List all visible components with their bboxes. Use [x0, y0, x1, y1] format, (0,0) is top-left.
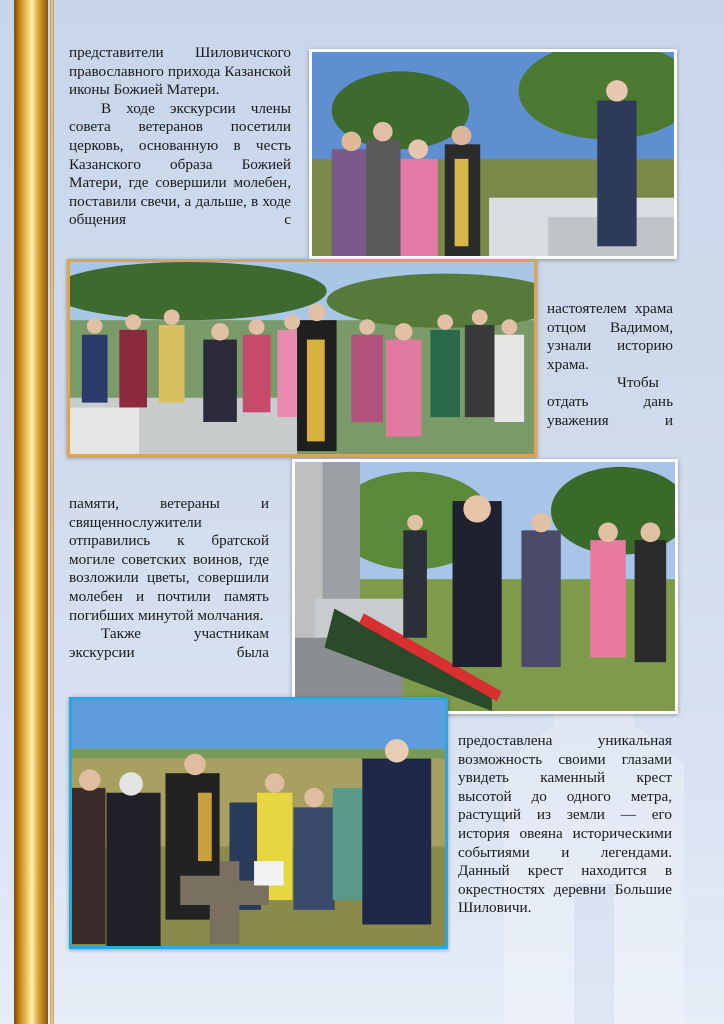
paragraph-2: В ходе экскурсии члены совета ветеранов посетили церковь, основанную в честь Казанского образа Божией Матери, где совершили молебен, поставили свечи, а дальше, в ходе общения с — [69, 99, 291, 229]
paragraph-1: представители Шиловичского православного прихода Казанской иконы Божией Матери. — [69, 44, 291, 99]
paragraph-5: памяти, ветераны и священнослужители отправились к братской могиле советских воинов, где возложили цветы, совершили молебен и почтили память погибших минутой молчания. — [69, 495, 269, 624]
article-text-block-1 — [69, 44, 291, 230]
photo-church-group — [309, 49, 677, 259]
photo-stone-cross-group — [69, 697, 448, 949]
gold-border-line — [50, 0, 54, 1024]
photo-memorial-flowers — [292, 459, 678, 714]
article-text-block-3 — [69, 495, 269, 662]
photo-group-with-priest — [67, 259, 537, 457]
paragraph-6: Также участникам экскурсии была — [69, 625, 269, 661]
paragraph-4: Чтобы отдать дань уважения и — [547, 374, 673, 429]
article-text-block-2 — [547, 300, 673, 430]
paragraph-7: предоставлена уникальная возможность своими глазами увидеть каменный крест высотой до одного метра, растущий из земли — его история овеяна историческими событиями и легендами. Данный крест находится в окрестностях деревни Большие Шиловичи. — [458, 732, 672, 917]
paragraph-3: настоятелем храма отцом Вадимом, узнали историю храма. — [547, 300, 673, 373]
gold-border-bar — [14, 0, 48, 1024]
article-text-block-4 — [458, 732, 672, 918]
